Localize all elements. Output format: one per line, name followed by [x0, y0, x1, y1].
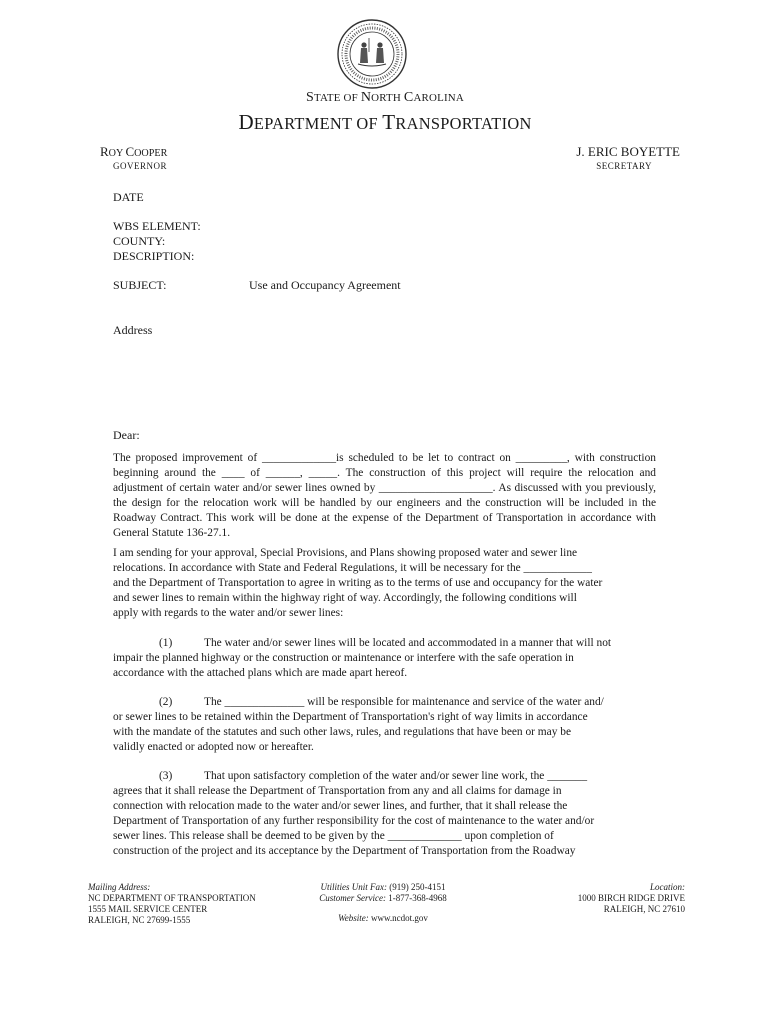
salutation: Dear: [113, 428, 140, 442]
paragraph-2-line: and the Department of Transportation to agree in writing as to the terms of use and occupancy for the water [113, 577, 603, 589]
footer-mailing-line: NC DEPARTMENT OF TRANSPORTATION [88, 893, 256, 903]
condition-1-line: accordance with the attached plans which are made apart hereof. [113, 667, 408, 679]
governor-name: ROY COOPER [100, 144, 168, 159]
footer-website: Website: www.ncdot.gov [338, 913, 428, 923]
condition-3-line: Department of Transportation of any further responsibility for the cost of maintenance to the water and/or [113, 815, 595, 827]
footer-mailing-label: Mailing Address: [88, 882, 151, 892]
footer-customer-service: Customer Service: 1-877-368-4968 [319, 893, 447, 903]
condition-1-line: The water and/or sewer lines will be located and accommodated in a manner that will not [204, 637, 612, 649]
footer-mailing-address [88, 882, 256, 926]
condition-2-line: validly enacted or adopted now or hereafter. [113, 741, 314, 753]
paragraph-2-line: I am sending for your approval, Special Provisions, and Plans showing proposed water and sewer line [113, 547, 578, 559]
condition-1-number: (1) [159, 637, 173, 649]
footer-mailing-line: 1555 MAIL SERVICE CENTER [88, 904, 208, 914]
wbs-element-label: WBS ELEMENT: [113, 219, 201, 233]
footer-contact [300, 882, 466, 924]
governor-title: GOVERNOR [113, 161, 168, 171]
condition-1-line: impair the planned highway or the construction or maintenance or interfere with the safe operation in [113, 652, 574, 664]
footer-location-label: Location: [650, 882, 685, 892]
condition-3-line: connection with relocation made to the water and/or sewer lines, and further, that it shall release the [113, 800, 568, 812]
subject-value: Use and Occupancy Agreement [249, 278, 401, 292]
state-heading: STATE OF NORTH CAROLINA [306, 90, 464, 105]
condition-1-text [113, 651, 656, 681]
condition-2-line: with the mandate of the statutes and such other laws, rules, and regulations that have been or may be [113, 726, 572, 738]
website-link[interactable]: www.ncdot.gov [371, 913, 428, 923]
condition-2-line: The ______________ will be responsible for maintenance and service of the water and/ [204, 696, 604, 708]
paragraph-2-line: apply with regards to the water and/or sewer lines: [113, 607, 344, 619]
department-heading: DEPARTMENT OF TRANSPORTATION [238, 110, 532, 134]
description-label: DESCRIPTION: [113, 249, 195, 263]
secretary-title: SECRETARY [596, 161, 652, 171]
condition-2-text [113, 710, 656, 755]
subject-label: SUBJECT: [113, 278, 167, 292]
address-placeholder: Address [113, 323, 153, 337]
footer-location-line: 1000 BIRCH RIDGE DRIVE [577, 893, 685, 903]
date-label: DATE [113, 190, 144, 204]
footer-fax: Utilities Unit Fax: (919) 250-4151 [320, 882, 446, 892]
condition-3-line: agrees that it shall release the Department of Transportation from any and all claims for damage in [113, 785, 562, 797]
paragraph-2-line: relocations. In accordance with State and Federal Regulations, it will be necessary for the ____________ [113, 562, 592, 574]
secretary-name: J. ERIC BOYETTE [576, 144, 680, 159]
footer-location [540, 882, 685, 915]
paragraph-2 [113, 546, 656, 621]
condition-3-line: construction of the project and its acceptance by the Department of Transportation from the Roadway [113, 845, 576, 857]
condition-2-line: or sewer lines to be retained within the Department of Transportation's right of way limits in accordance [113, 711, 588, 723]
footer-mailing-line: RALEIGH, NC 27699-1555 [88, 915, 191, 925]
condition-2-number: (2) [159, 696, 173, 708]
condition-3-number: (3) [159, 770, 173, 782]
condition-3-line: sewer lines. This release shall be deemed to be given by the _____________ upon completion of [113, 830, 554, 842]
state-seal-emblem [336, 18, 408, 90]
condition-3-line: That upon satisfactory completion of the water and/or sewer line work, the _______ [204, 770, 588, 782]
footer-location-line: RALEIGH, NC 27610 [603, 904, 685, 914]
paragraph-2-line: and sewer lines to remain within the highway right of way. Accordingly, the following conditions will [113, 592, 577, 604]
condition-3-text [113, 784, 656, 859]
county-label: COUNTY: [113, 234, 166, 248]
paragraph-1: The proposed improvement of _____________is scheduled to be let to contract on _________, with construction beginning around the ____ of ______, _____. The construction of this project will require the relocation and adjustment of certain water and/or sewer lines owned by ____________________. As discussed with you previously, the design for the relocation work will be handled by our engineers and the construction will be included in the Roadway Contract. This work will be done at the expense of the Department of Transportation in accordance with General Statute 136-27.1. [113, 452, 656, 539]
